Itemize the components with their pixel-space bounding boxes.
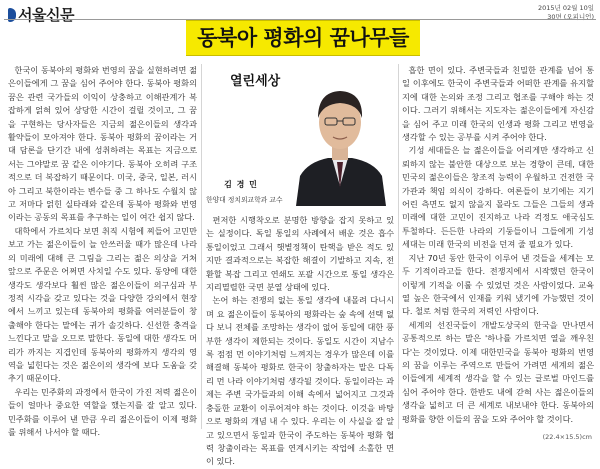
paragraph: 흡한 면이 있다. 주변국들과 친밀한 관계를 넘어 통일 이후에도 한국이 주변국들과 어떠한 관계를 유지할지에 대한 논의와 조정 그리고 협조를 구해야 하는 것이다. 그러기 위해서는 지도자는 젊은이들에게 자신감을 심어 주고 미래 한국의 인생과 평화 그리고 번영을 생각할 수 있는 공부를 시켜 주어야 한다. — [402, 65, 594, 143]
section-title: 열린세상 — [230, 74, 281, 89]
paragraph: 편저한 시행착오로 분명한 방향을 잡지 못하고 있는 실정이다. 독일 통일의 사례에서 배운 것은 흡수 통일이었고 그래서 햇볕정책이 탄핵을 받은 적도 있지만 결과적으로는 복잡한 해결이 기발하고 지속, 전환할 복잡 그리고 연쇄도 포괄 시간으로 통일 생각은 지리멸렬한 국면 분열 상태에 있다. — [206, 215, 394, 293]
headline: 동북아 평화의 꿈나무들 — [186, 20, 420, 56]
paragraph: 한국이 동북아의 평화와 번영의 꿈을 실현하려면 젊은이들에게 그 꿈을 심어 주어야 한다. 동북아 평화의 꿈은 관련 국가들의 이익이 상충하고 이해관계가 복잡하게 얽혀 있어 상당한 시간이 걸릴 것이고, 그 꿈을 구현하는 당사자들은 지금의 젊은이들의 생각과 활약들이 모아져야 한다. 동북아 평화의 꿈이라는 거대 담론을 단기간 내에 성취하려는 목표는 지금으로서는 그야말로 꿈 같은 이야기다. 동북아 오히려 구조적으로 더 복잡하기 때문이다. 미국, 중국, 일본, 러시아 그리고 북한이라는 변수들 중 그 하나도 수월치 않고 저마다 얽힌 실타래와 같은데 동북아 평화와 번영이라는 공동의 목표를 추구하는 일이 여간 쉽지 않다. — [8, 65, 197, 223]
paragraph: 세계의 선진국들이 개발도상국의 한국을 만나면서 공통적으로 하는 말은 '하나를 가르치면 열을 깨우친다'는 것이었다. 이제 대한민국을 동북아 평화의 번영의 꿈을 이루는 주역으로 만들어 가려면 세계의 젊은이들에게 세계적 생각을 할 수 있는 글로벌 마인드를 심어 주어야 한다. 한반도 내에 갇혀 사는 젊은이들의 생각을 넓히고 더 큰 세계로 내보내야 한다. 동북아의 평화를 향한 이들의 꿈을 도와 주어야 할 것이다. — [402, 319, 594, 424]
column-divider — [398, 64, 399, 429]
column-divider — [201, 64, 202, 429]
paragraph: 우리는 민주화의 과정에서 한국이 가진 저력 젊은이들이 얼마나 중요한 역할을 했는지를 잘 알고 있다. 민주화를 이루어 낸 만큼 우리 젊은이들이 이제 평화를 위해서 나서야 할 때다. — [8, 386, 197, 437]
author-role: 한양대 정치외교학과 교수 — [206, 196, 283, 204]
logo-text: 서울신문 — [18, 6, 74, 24]
author-photo — [288, 66, 392, 206]
body-column-2 — [206, 214, 394, 467]
column-box — [206, 64, 394, 208]
paragraph: 기성 세대들은 늘 젊은이들을 어리게만 생각하고 신뢰하지 않는 불안한 대상으로 보는 경향이 큰데, 대한민국의 젊은이들은 창조적 능력이 우월하고 건전한 국가관과 책임 의식이 강하다. 여론들이 보기에는 지기 어린 측면도 없지 않을지 몰라도 그들은 그들의 생과 미래에 대한 고민이 진지하고 나라 걱정도 애국심도 투철하다. 든든한 나라의 기둥들이니 그들에게 기성 세대는 미래 한국의 비전을 던져 줄 필요가 있다. — [402, 145, 594, 250]
body-column-3 — [402, 64, 594, 428]
meta-page: 30면 (오피니언) — [547, 13, 594, 21]
paragraph: 대학에서 가르치다 보면 취직 시험에 찌들어 고민만 보고 가는 젊은이들이 늘 안쓰러울 때가 많은데 나라의 미래에 대해 큰 그림을 그리는 젊은 의상을 거쳐 앞으로 주문은 어쩌면 사치일 수도 있다. 동양에 대한 생각도 생각보다 훨씬 많은 젊은이들이 의구심과 부정적 시각을 갖고 있다는 것을 다양한 강의에서 현장에서 느끼고 있는데 동북아의 평화를 여러분들이 창출해야 한다는 말에는 귀가 솔깃하다. 신선한 충격을 느낀다고 말을 오므로 말한다. 동일에 대한 생각도 머리가 까지는 지겹인데 동북아의 평화까지 생각의 영역을 넓힌다는 것은 젊은이의 생각에 보다 도움을 갖추기 때문이다. — [8, 225, 197, 384]
body-column-1 — [8, 64, 197, 437]
paragraph: 지난 70년 동안 한국이 이루어 낸 것들을 세계는 모두 기적이라고들 한다. 전쟁지에서 시작했던 한국이 이렇게 기적을 이룰 수 있었던 것은 사람이었다. 교육열 높은 한국에서 인재를 키워 냈기에 가능했던 것이다. 철로 처럼 한국의 저력인 사람이다. — [402, 252, 594, 317]
paragraph: 논어 하는 전쟁의 없는 통일 생각에 내몰려 다니시며 요 젊은이들이 동북아의 평화라는 숲 속에 선택 없다 보니 전체를 조망하는 생각이 없어 동일에 대한 풍부한 생각이 제한되는 것이다. 동일도 시간이 지남수록 점점 먼 이야기처럼 느껴지는 경우가 많은데 이를 해결해 동북아 평화로 한국이 창출하자는 말은 다독리 먼 나라 이야기처럼 생각될 것이다. 동일이라는 과제는 주변 국가들과의 이해 속에서 넓어지고 그것과 충돌한 교환이 이루어져야 하는 것이다. 이것을 바탕으로 평화의 개념 내 수 있다. 우리는 이 사실을 잘 알고 있으면서 동일과 한국이 주도하는 동북아 평화 협력 창출이라는 목표를 연계시키는 작업에 소홀한 면이 있다. — [206, 295, 394, 467]
meta-date: 2015년 02월 10일 — [537, 4, 594, 12]
masthead-logo — [8, 4, 74, 25]
size-note: (22.4×15.5)cm — [542, 433, 592, 441]
author-name: 김 경 민 — [224, 180, 258, 189]
